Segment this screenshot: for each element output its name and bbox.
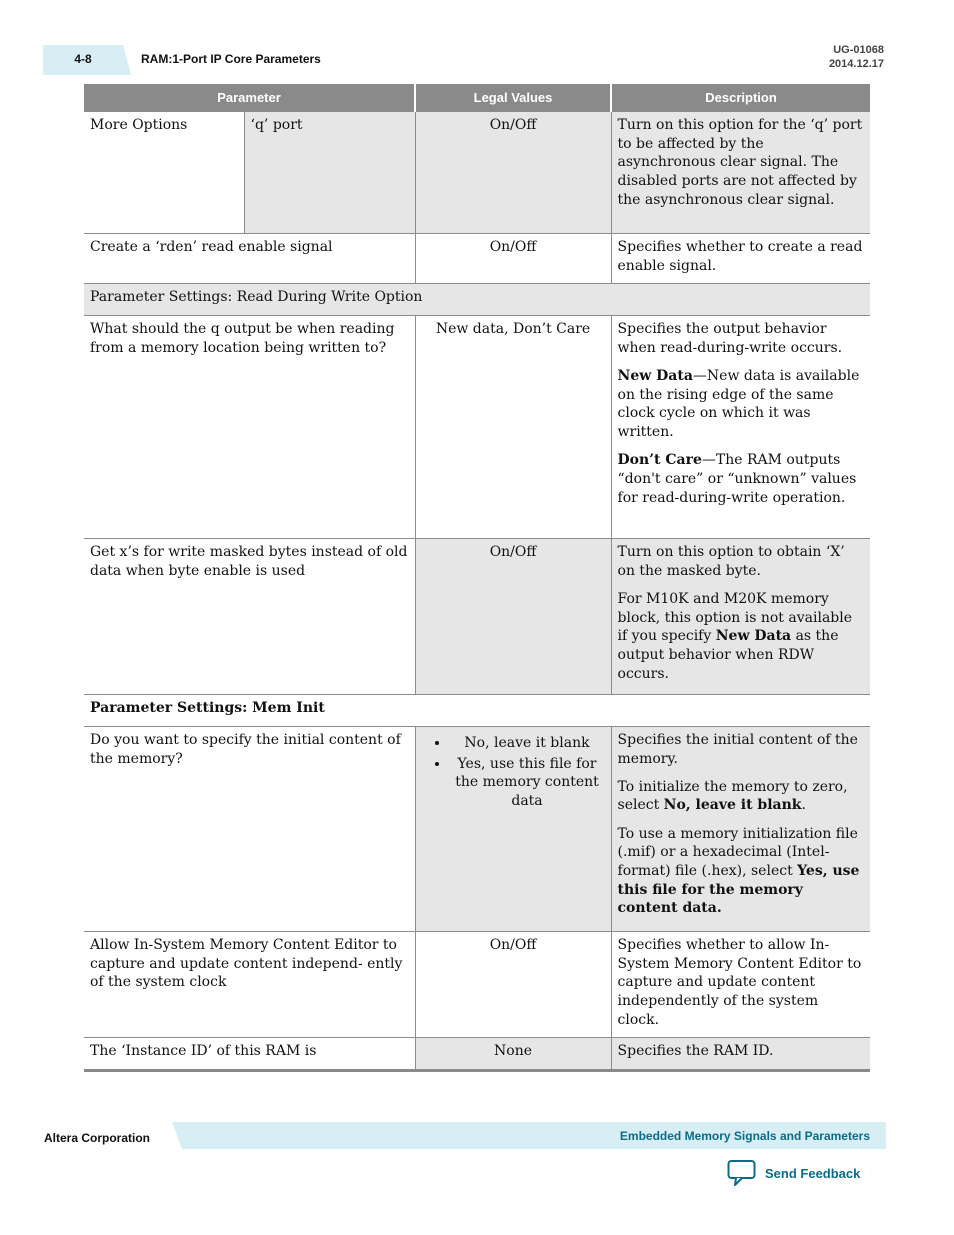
table-row: [84, 539, 870, 695]
section-heading: Parameter Settings: Read During Write Option: [84, 284, 870, 316]
send-feedback-link[interactable]: [727, 1158, 860, 1188]
table-row: [84, 1038, 870, 1071]
param-cell: The ‘Instance ID’ of this RAM is: [84, 1038, 415, 1071]
emphasis: Yes, use this file for the memory content data.: [617, 863, 860, 917]
page-header-title: RAM:1-Port IP Core Parameters: [141, 52, 321, 66]
description-cell: Specifies whether to allow In- System Memory Content Editor to capture and update content independently of the system clock.: [611, 931, 870, 1038]
emphasis: Don’t Care: [617, 452, 702, 469]
list-item: • Yes, use this file for the memory content data: [450, 755, 605, 811]
param-cell: More Options: [84, 112, 244, 234]
column-header-description: Description: [611, 84, 870, 112]
speech-bubble-icon: [727, 1159, 756, 1187]
description-cell: Turn on this option for the ‘q’ port to be affected by the asynchronous clear signal. The disabled ports are not affected by the asynchronous clear signal.: [611, 112, 870, 234]
table-row: [84, 931, 870, 1038]
footer-section-link[interactable]: Embedded Memory Signals and Parameters: [619, 1129, 870, 1143]
column-header-parameter: Parameter: [84, 84, 415, 112]
section-row: [84, 695, 870, 727]
column-header-legal-values: Legal Values: [415, 84, 611, 112]
table-row: [84, 112, 870, 234]
description-cell: [611, 316, 870, 539]
param-cell: Create a ‘rden’ read enable signal: [84, 234, 415, 284]
section-heading: Parameter Settings: Mem Init: [84, 695, 870, 727]
description-cell: [611, 726, 870, 931]
emphasis: No, leave it blank: [663, 797, 802, 814]
param-cell: Allow In-System Memory Content Editor to capture and update content independ- ently of the system clock: [84, 931, 415, 1038]
document-id: [829, 43, 884, 71]
legal-values-list: [422, 734, 605, 811]
doc-date: 2014.12.17: [828, 58, 884, 70]
list-item: • No, leave it blank: [450, 734, 605, 753]
param-cell: What should the q output be when reading from a memory location being written to?: [84, 316, 415, 539]
table-row: [84, 234, 870, 284]
table-header-row: [84, 84, 870, 112]
send-feedback-label: Send Feedback: [765, 1165, 861, 1181]
legal-values-cell: New data, Don’t Care: [415, 316, 611, 539]
legal-values-cell: On/Off: [415, 234, 611, 284]
legal-values-cell: None: [415, 1038, 611, 1071]
parameters-table: [84, 84, 870, 1072]
param-cell: Do you want to specify the initial content of the memory?: [84, 726, 415, 931]
emphasis: New Data: [617, 368, 693, 385]
table-row: [84, 316, 870, 539]
description-paragraph: To use a memory initialization file (.mif) or a hexadecimal (Intel-format) file (.hex), select Yes, use this file for the memory content data.: [617, 825, 860, 917]
description-cell: [611, 539, 870, 695]
doc-id: UG-01068: [833, 44, 884, 56]
param-cell: Get x’s for write masked bytes instead of old data when byte enable is used: [84, 539, 415, 695]
page-number: 4-8: [74, 52, 92, 66]
description-paragraph: Don’t Care—The RAM outputs “don't care” or “unknown” values for read-during-write operation.: [617, 452, 857, 506]
description-paragraph: For M10K and M20K memory block, this option is not available if you specify New Data as the output behavior when RDW occurs.: [617, 591, 853, 682]
legal-values-cell: On/Off: [415, 112, 611, 234]
description-paragraph: Specifies the initial content of the memory.: [617, 731, 858, 767]
legal-values-cell: On/Off: [415, 539, 611, 695]
description-cell: Specifies the RAM ID.: [611, 1038, 870, 1071]
section-row: [84, 284, 870, 316]
legal-values-cell: On/Off: [415, 931, 611, 1038]
description-paragraph: New Data—New data is available on the rising edge of the same clock cycle on which it was written.: [617, 368, 860, 441]
description-paragraph: To initialize the memory to zero, select No, leave it blank.: [617, 778, 848, 814]
legal-values-cell: [415, 726, 611, 931]
table-row: [84, 726, 870, 931]
footer-company: Altera Corporation: [44, 1131, 151, 1145]
description-paragraph: Specifies the output behavior when read-during-write occurs.: [617, 321, 843, 356]
emphasis: New Data: [715, 628, 792, 645]
description-paragraph: Turn on this option to obtain ‘X’ on the masked byte.: [617, 544, 845, 579]
description-cell: Specifies whether to create a read enable signal.: [611, 234, 870, 284]
param-sub-cell: ‘q’ port: [244, 112, 415, 234]
